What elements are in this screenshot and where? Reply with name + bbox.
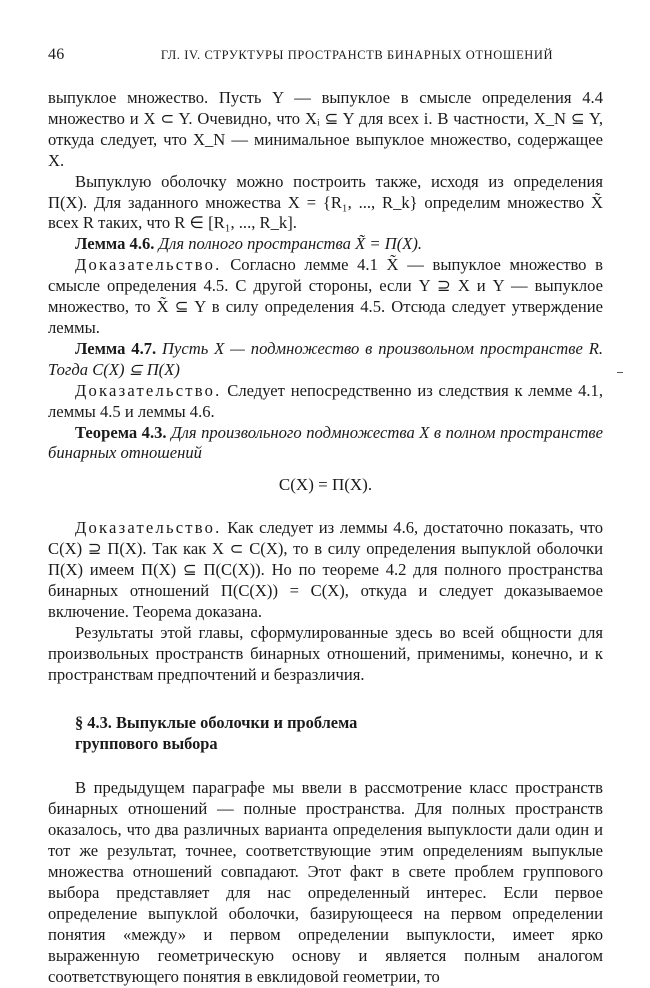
proof-lemma-4-7 [48,381,603,423]
section-title-line1: Выпуклые оболочки и проблема [116,713,358,733]
proof-label: Доказательство. [75,255,222,275]
lemma-4-6-text: Для полного пространства X̃ = Π(X). [158,234,423,254]
lemma-4-7-label: Лемма 4.7. [75,338,157,358]
proof-label: Доказательство. [75,518,222,538]
display-formula: C(X) = Π(X). [278,475,373,495]
lemma-4-7-text: Пусть X — подмножество в произвольном пространстве R. Тогда C(X) ⊆ Π(X) [48,338,603,379]
theorem-4-3 [48,423,603,465]
paragraph-section-intro: В предыдущем параграфе мы ввели в рассмотрение класс пространств бинарных отношений — полные пространства. Для полных пространств оказалось, что два различных варианта определения выпуклости дали один и тот же результат, точнее, соответствующие этим определениям выпуклые множества отношений совпадают. Этот факт в свете проблем группового выбора представляет для нас определенный интерес. Если первое определение выпуклой оболочки, базирующееся на первом определении понятия «между» и первом определении выпуклости, имеет ярко выраженную геометрическую основу и является полным аналогом соответствующего понятия в евклидовой геометрии, то [48,778,603,986]
lemma-4-6-label: Лемма 4.6. [75,234,155,254]
proof-lemma-4-6 [48,255,603,339]
theorem-4-3-label: Теорема 4.3. [75,422,167,442]
page-number: 46 [48,46,65,63]
paragraph-continued: выпуклое множество. Пусть Y — выпуклое в смысле определения 4.4 множество и X ⊂ Y. Очевидно, что Xᵢ ⊆ Y для всех i. В частности, X_N ⊆ Y, откуда следует, что X_N — минимальное выпуклое множество, содержащее X. [48,88,603,170]
section-heading [48,713,603,754]
proof-text: Как следует из леммы 4.6, достаточно показать, что C(X) ⊇ Π(X). Так как X ⊂ C(X), то в силу определения выпуклой оболочки Π(X) имеем Π(X) ⊆ Π(C(X)). Но по теореме 4.2 для полного пространства бинарных отношений Π(C(X)) = C(X), откуда и следует доказываемое включение. Теорема доказана. [48,518,603,621]
paragraph-convex-hull: Выпуклую оболочку можно построить также, исходя из определения Π(X). Для заданного множества X = {R₁, ..., R_k} определим множество X̃ всех R таких, что R ∈ [R₁, ..., R_k]. [48,171,603,233]
lemma-4-7 [48,339,603,381]
proof-text: Согласно лемме 4.1 X̃ — выпуклое множество в смысле определения 4.5. С другой стороны, если Y ⊇ X и Y — выпуклое множество, то X̃ ⊆ Y в силу определения 4.5. Отсюда следует утверждение леммы. [48,255,603,337]
proof-theorem-4-3 [48,518,603,623]
lemma-4-6 [48,234,603,255]
theorem-4-3-text: Для произвольного подмножества X в полном пространстве бинарных отношений [48,422,603,463]
proof-label: Доказательство. [75,380,222,400]
section-title-line2: группового выбора [75,733,218,753]
section-number: § 4.3. [75,713,112,733]
paragraph-results: Результаты этой главы, сформулированные здесь во всей общности для произвольных пространств бинарных отношений, применимы, конечно, и к пространствам предпочтений и безразличия. [48,622,603,684]
proof-text: Следует непосредственно из следствия к лемме 4.1, леммы 4.5 и леммы 4.6. [48,380,603,421]
page-header [48,46,608,64]
running-title: ГЛ. IV. СТРУКТУРЫ ПРОСТРАНСТВ БИНАРНЫХ ОТНОШЕНИЙ [160,48,554,62]
margin-mark [617,372,623,373]
page-body [48,88,603,988]
